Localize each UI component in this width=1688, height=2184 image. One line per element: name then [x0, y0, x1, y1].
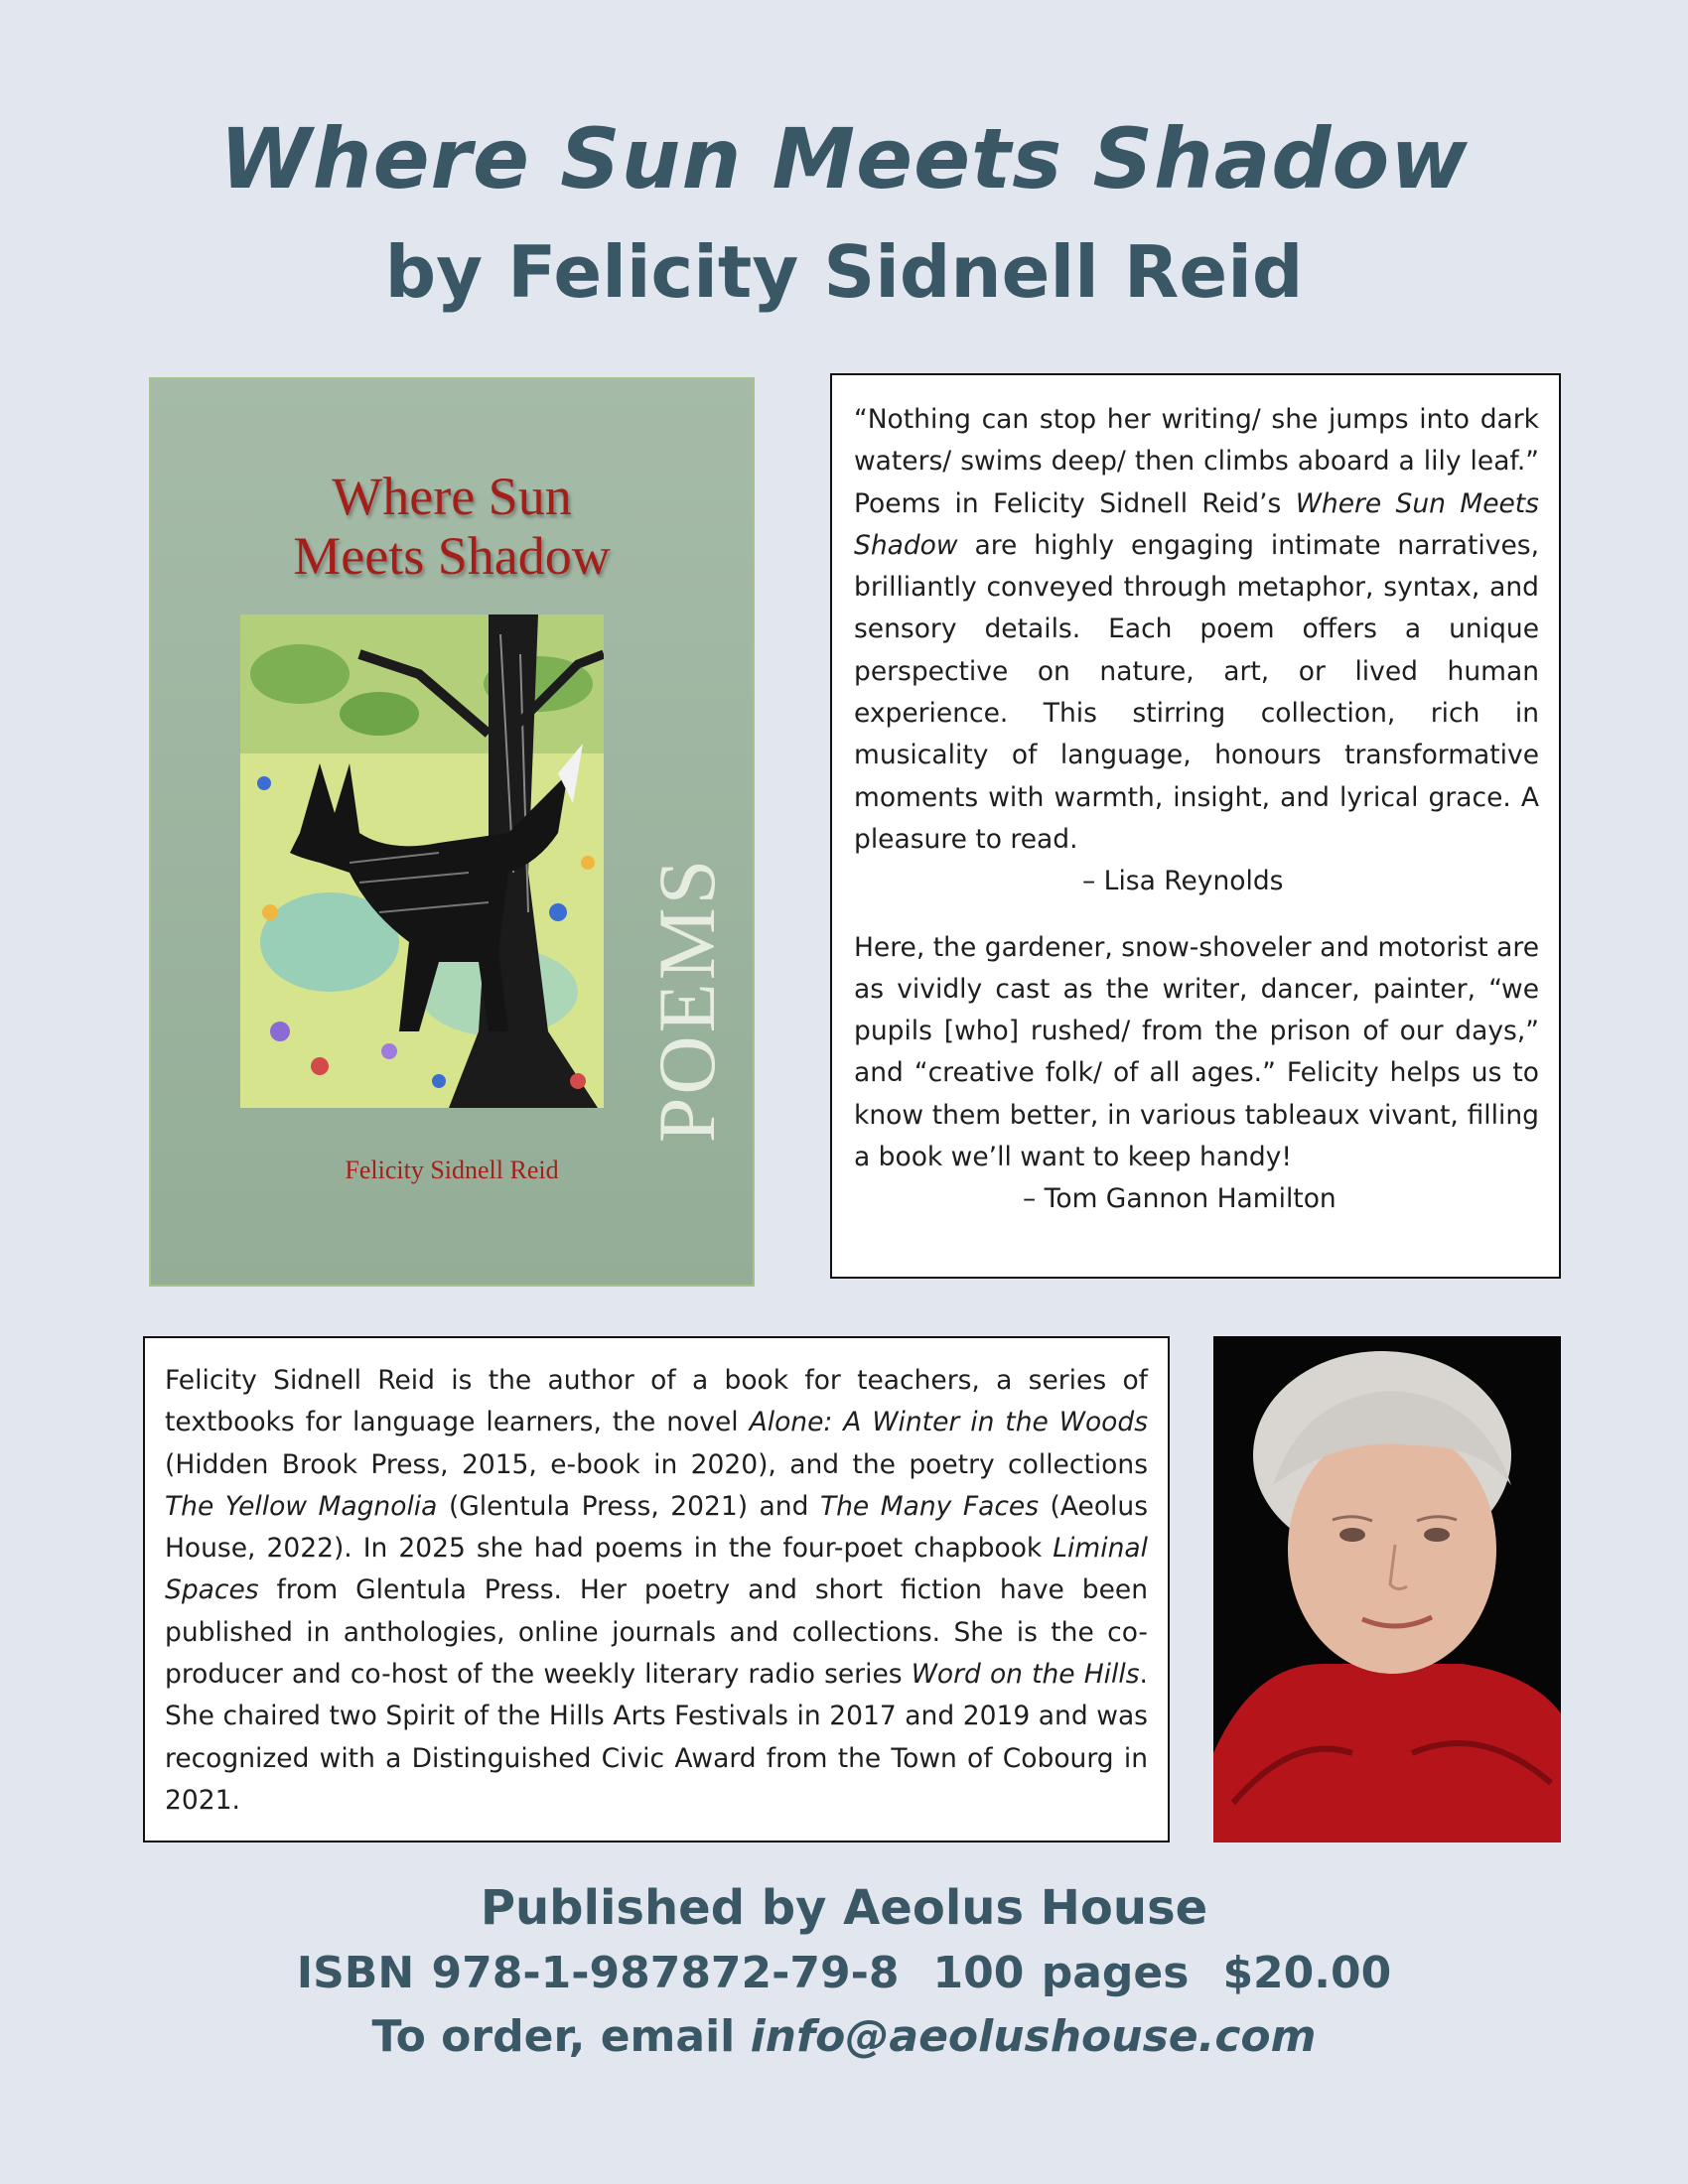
author-photo [1213, 1336, 1561, 1843]
cover-author: Felicity Sidnell Reid [345, 1156, 559, 1184]
bio-title: Word on the Hills [911, 1659, 1140, 1691]
author-bio-box [143, 1336, 1170, 1843]
price: $20.00 [1222, 1948, 1392, 1998]
review-tom-gannon-hamilton: Here, the gardener, snow-shoveler and motorist are as vividly cast as the writer, dancer, painter, “we pupils [who] rushed/ from the prison of our days,” and “creative folk/ of all ages.” Felicity helps us to know them better, in various tableaux vivant, filling a book we’ll want to keep handy! [854, 931, 1539, 1173]
order-prefix: To order, email [371, 2011, 751, 2062]
review-book-title: Where Sun Meets Shadow [854, 487, 1539, 561]
publisher: Published by Aeolus House [480, 1880, 1208, 1936]
order-email-link[interactable]: info@aeolushouse.com [750, 2011, 1317, 2062]
bio-title: The Many Faces [819, 1490, 1039, 1522]
bio-text: from Glentula Press. Her poetry and short fiction have been published in anthologies, online journals and collections. She is the co-producer and co-host of the weekly literary radio series [165, 1574, 1148, 1691]
bio-title: Alone: A Winter in the Woods [749, 1407, 1148, 1438]
order-info [0, 2011, 1688, 2062]
author-byline: by Felicity Sidnell Reid [384, 230, 1304, 314]
bio-text: (Glentula Press, 2021) and [437, 1490, 820, 1522]
bio-text: . She chaired two Spirit of the Hills Arts Festivals in 2017 and 2019 and was recognized with a Distinguished Civic Award from the Town of Cobourg in 2021. [165, 1659, 1148, 1816]
bio-title: Liminal Spaces [165, 1533, 1148, 1606]
cover-title [151, 467, 753, 586]
author-bio [165, 1360, 1148, 1822]
cover-title-line: Meets Shadow [293, 526, 611, 586]
bio-text: Felicity Sidnell Reid is the author of a book for teachers, a series of textbooks for language learners, the novel [165, 1365, 1148, 1438]
review-text: are highly engaging intimate narratives, brilliantly conveyed through metaphor, syntax, and sensory details. Each poem offers a unique perspective on nature, art, or lived human experience. This stirring collection, rich in musicality of language, honours transformative moments with warmth, insight, and lyrical grace. A pleasure to read. [854, 529, 1539, 855]
cover-poems-label: POEMS [641, 856, 732, 1144]
book-title: Where Sun Meets Shadow [219, 110, 1469, 207]
review-lisa-reynolds [854, 399, 1539, 861]
book-cover [149, 377, 755, 1287]
bio-text: (Hidden Brook Press, 2015, e-book in 2020), and the poetry collections [165, 1448, 1148, 1480]
page-count: 100 pages [932, 1948, 1190, 1998]
review-attribution: – Tom Gannon Hamilton [1023, 1183, 1336, 1215]
isbn: ISBN 978-1-987872-79-8 [296, 1948, 900, 1998]
cover-title-line: Where Sun [332, 467, 572, 526]
bio-text: (Aeolus House, 2022). In 2025 she had poems in the four-poet chapbook [165, 1490, 1148, 1565]
review-attribution: – Lisa Reynolds [1082, 866, 1284, 897]
bio-title: The Yellow Magnolia [165, 1490, 438, 1522]
review-text: “Nothing can stop her writing/ she jumps into dark waters/ swims deep/ then climbs aboard a lily leaf.” Poems in Felicity Sidnell Reid’s [854, 404, 1539, 519]
cover-illustration-fox [240, 614, 604, 1108]
book-details [0, 1948, 1688, 1998]
reviews-box [830, 373, 1561, 1279]
